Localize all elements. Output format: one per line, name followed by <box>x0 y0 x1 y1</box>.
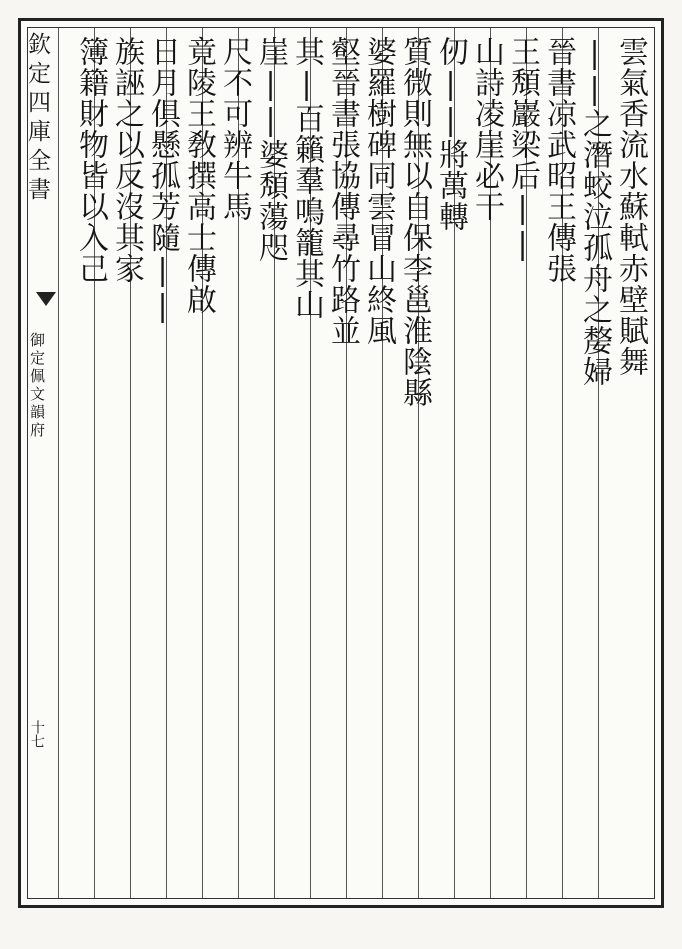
text-column-12: 尺不可辨牛馬 <box>217 36 252 222</box>
text-column-1: 雲氣香流水蘇軾赤壁賦舞 <box>613 36 648 377</box>
column-rule <box>58 28 59 898</box>
page-number: 十七 <box>29 720 45 748</box>
fish-tail-icon <box>36 292 56 306</box>
text-column-3: 晉書凉武昭王傳張 <box>541 36 576 284</box>
text-column-14: 日月俱懸孤芳隨|| <box>145 36 180 325</box>
text-column-8: 婆羅樹碑同雲冒山終風 <box>361 36 396 346</box>
text-column-16: 簿籍財物皆以入己 <box>73 36 108 284</box>
text-block <box>27 27 655 899</box>
book-title: 欽定四庫全書 <box>24 32 50 206</box>
text-column-15: 族誣之以反沒其家 <box>109 36 144 284</box>
text-column-2: ||之潛蛟泣孤舟之嫠婦 <box>577 36 612 387</box>
text-column-6: 仞||將萬轉 <box>433 36 468 232</box>
text-column-9: 壑晉書張協傳尋竹路並 <box>325 36 360 346</box>
volume-title: 御定佩文韻府 <box>28 332 46 440</box>
text-column-13: 竟陵王敎撰高士傳啟 <box>181 36 216 315</box>
text-column-7: 質微則無以自保李邕淮陰縣 <box>397 36 432 408</box>
text-column-11: 崖||婆頽蕩咫 <box>253 36 288 263</box>
text-column-5: 山詩凌崖必干 <box>469 36 504 222</box>
text-column-4: 王頽巖梁后|| <box>505 36 540 263</box>
page-frame <box>18 18 664 908</box>
text-column-10: 其|百籟羣鳴籠其山 <box>289 36 324 320</box>
